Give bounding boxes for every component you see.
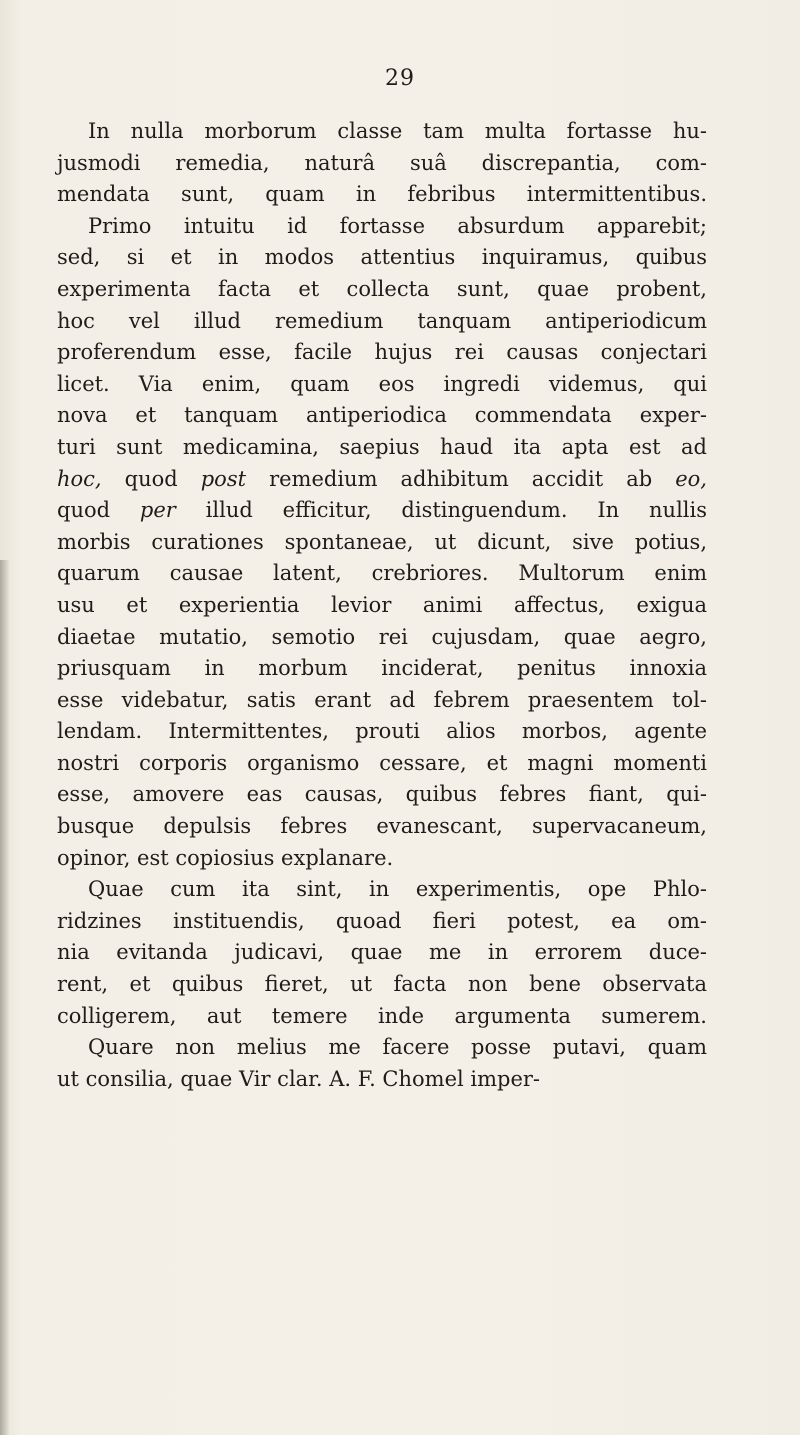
text-line: nostri corporis organismo cessare, et magni momenti [57,750,707,775]
page-number: 29 [385,66,415,91]
text-line: esse, amovere eas causas, quibus febres fiant, qui- [57,782,707,807]
page-edge-shadow [0,560,10,1435]
text-line: In nulla morborum classe tam multa fortasse hu- [88,119,707,143]
text-line: quod per illud efficitur, distinguendum. In nullis [57,498,707,523]
text-line: diaetae mutatio, semotio rei cujusdam, quae aegro, [57,624,707,649]
body-text [57,116,707,1095]
text-line: ut consilia, quae Vir clar. A. F. Chomel imper- [57,1066,541,1091]
text-line: hoc, quod post remedium adhibitum accidit ab eo, [57,466,707,491]
text-line: nia evitanda judicavi, quae me in errorem duce- [57,940,707,965]
text-line: Quare non melius me facere posse putavi, quam [88,1035,707,1060]
text-line: esse videbatur, satis erant ad febrem praesentem tol- [57,687,707,712]
text-line: jusmodi remedia, naturâ suâ discrepantia, com- [57,150,707,175]
text-line: quarum causae latent, crebriores. Multorum enim [57,561,707,586]
text-line: rent, et quibus fieret, ut facta non bene observata [57,972,707,997]
text-line: nova et tanquam antiperiodica commendata exper- [57,403,707,428]
text-line: Primo intuitu id fortasse absurdum apparebit; [88,213,707,238]
text-line: busque depulsis febres evanescant, supervacaneum, [57,814,707,839]
text-line: mendata sunt, quam in febribus intermittentibus. [57,182,707,207]
text-line: Quae cum ita sint, in experimentis, ope Phlo- [88,877,707,902]
text-line: licet. Via enim, quam eos ingredi videmus, qui [57,371,707,396]
text-line: ridzines instituendis, quoad fieri potest, ea om- [57,908,707,933]
text-line: opinor, est copiosius explanare. [57,845,394,870]
text-line: hoc vel illud remedium tanquam antiperiodicum [57,308,707,333]
text-line: lendam. Intermittentes, prouti alios morbos, agente [57,719,707,744]
text-line: priusquam in morbum inciderat, penitus innoxia [57,656,707,681]
text-line: proferendum esse, facile hujus rei causas conjectari [57,340,707,365]
text-line: usu et experientia levior animi affectus, exigua [57,592,707,617]
text-line: colligerem, aut temere inde argumenta sumerem. [57,1003,707,1028]
text-line: sed, si et in modos attentius inquiramus, quibus [57,245,707,270]
text-line: turi sunt medicamina, saepius haud ita apta est ad [57,434,707,459]
text-line: experimenta facta et collecta sunt, quae probent, [57,276,707,301]
text-line: morbis curationes spontaneae, ut dicunt, sive potius, [57,529,707,554]
